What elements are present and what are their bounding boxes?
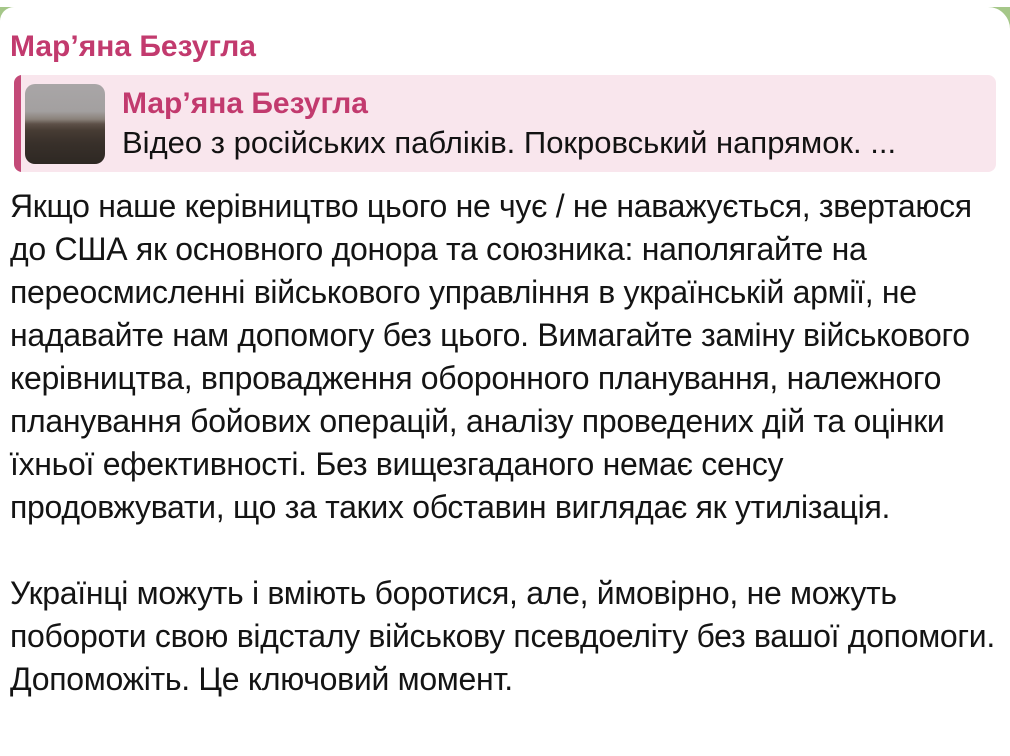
quote-author-name: Мар’яна Безугла (122, 86, 368, 120)
quote-snippet: Відео з російських пабліків. Покровський напрямок. ... (122, 124, 897, 160)
message-paragraph-1: Якщо наше керівництво цього не чує / не наважується, звертаюся до США як основного донора та союзника: наполягайте на переосмисленні військового управління в українській армії, не надавайте нам допомогу без цього. Вимагайте заміну військового керівництва, впровадження оборонного планування, належного планування бойових операцій, аналізу проведених дій та оцінки їхньої ефективності. Без вищезгаданого немає сенсу продовжувати, що за таких обставин виглядає як утилізація. (10, 188, 972, 525)
reply-video-thumbnail-icon (25, 84, 105, 164)
chat-background (0, 7, 1010, 756)
reply-quote[interactable] (14, 75, 996, 172)
quote-accent-stripe (14, 75, 21, 172)
message-paragraph-2: Українці можуть і вміють боротися, але, ймовірно, не можуть побороти свою відсталу військову псевдоеліту без вашої допомоги. Допоможіть. Це ключовий момент. (10, 575, 995, 697)
message-author-name[interactable]: Мар’яна Безугла (10, 30, 256, 63)
message-text (10, 185, 996, 701)
quote-content (122, 85, 896, 163)
message-bubble (0, 7, 1010, 756)
